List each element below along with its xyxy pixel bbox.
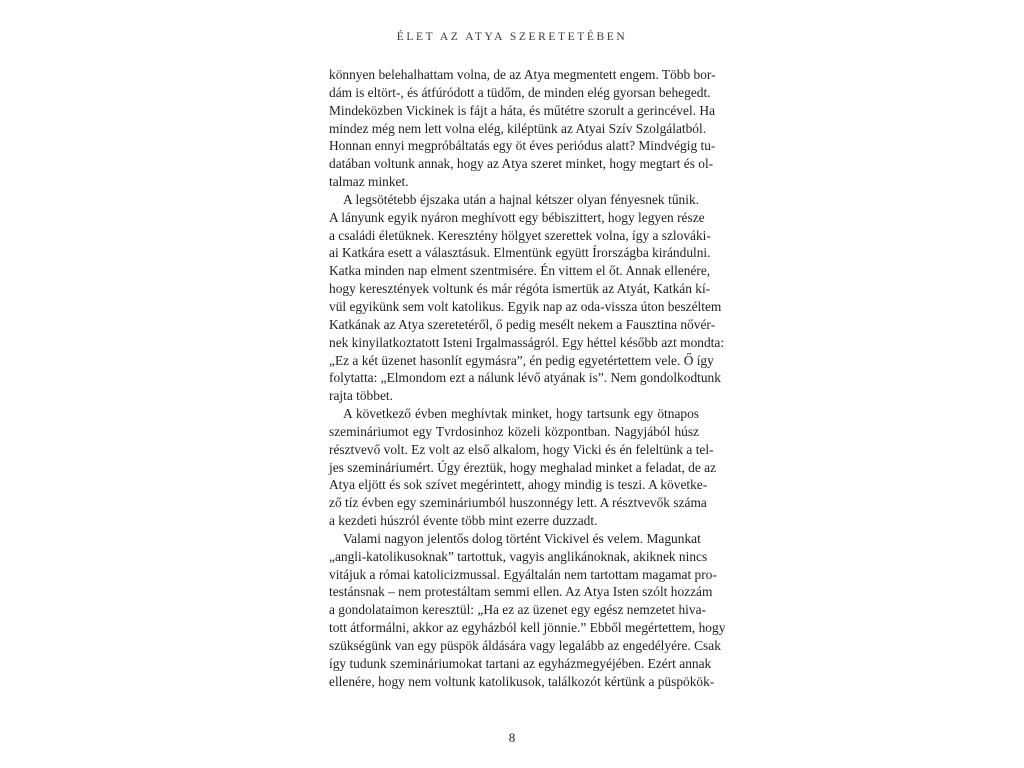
text-line: könnyen belehalhattam volna, de az Atya megmentett engem. Több bor-	[329, 67, 716, 82]
text-line: Katkának az Atya szeretetéről, ő pedig mesélt nekem a Fausztina nővér-	[329, 316, 716, 332]
page-number: 8	[508, 730, 516, 745]
text-line: „angli-katolikusoknak” tartottuk, vagyis anglikánoknak, akiknek nincs	[329, 548, 708, 564]
text-line: mindez még nem lett volna elég, kiléptünk az Atyai Szív Szolgálatból.	[329, 120, 707, 136]
text-line: datában voltunk annak, hogy az Atya szeret minket, hogy megtart és ol-	[329, 156, 714, 172]
text-line: Valami nagyon jelentős dolog történt Vickivel és velem. Magunkat	[343, 530, 701, 546]
text-line: vitájuk a római katolicizmussal. Egyáltalán nem tartottam magamat pro-	[329, 566, 717, 582]
text-line: dám is eltört-, és átfúródott a tüdőm, de minden elég gyorsan behegedt.	[329, 84, 711, 100]
text-line: testánsnak – nem protestáltam semmi ellen. Az Atya Isten szólt hozzám	[329, 584, 713, 600]
text-line: „Ez a két üzenet hasonlít egymásra”, én pedig egyetértettem vele. Ő így	[329, 352, 714, 368]
text-line: ai Katkára esett a választásuk. Elmentünk együtt Írországba kirándulni.	[329, 245, 711, 261]
text-line: tott átformálni, akkor az egyházból kell jönnie.” Ebből megértettem, hogy	[329, 620, 726, 636]
text-line: ellenére, hogy nem voltunk katolikusok, találkozót kértünk a püspökök-	[329, 673, 715, 689]
text-line: a gondolataimon keresztül: „Ha ez az üzenet egy egész nemzetet hiva-	[329, 602, 706, 618]
text-line: A lányunk egyik nyáron meghívott egy bébiszittert, hogy legyen része	[329, 209, 705, 225]
text-line: Katka minden nap elment szentmisére. Én vittem el őt. Annak ellenére,	[329, 263, 711, 279]
text-line: rajta többet.	[329, 388, 393, 404]
text-line: a kezdeti húszról évente több mint ezerre duzzadt.	[329, 513, 598, 529]
text-line: szükségünk van egy püspök áldására vagy legalább az engedélyére. Csak	[329, 638, 721, 653]
text-line: így tudunk szemináriumokat tartani az egyházmegyéjében. Ezért annak	[329, 655, 712, 671]
text-line: A legsötétebb éjszaka után a hajnal kétszer olyan fényesnek tűnik.	[343, 191, 699, 207]
text-line: résztvevő volt. Ez volt az első alkalom, hogy Vicki és én feleltünk a tel-	[329, 441, 714, 457]
text-line: nek kinyilatkoztatott Isteni Irgalmasságról. Egy héttel később azt mondta:	[329, 334, 725, 350]
text-line: Atya eljött és sok szívet megérintett, ahogy mindig is teszi. A követke-	[329, 477, 708, 493]
text-line: ző tíz évben egy szemináriumból huszonnégy lett. A résztvevők száma	[329, 495, 707, 511]
text-line: Honnan ennyi megpróbáltatás egy öt éves periódus alatt? Mindvégig tu-	[329, 138, 716, 154]
text-line: A következő évben meghívtak minket, hogy tartsunk egy ötnapos	[343, 406, 699, 422]
text-line: Mindeközben Vickinek is fájt a háta, és műtétre szorult a gerincével. Ha	[329, 102, 716, 118]
text-line: folytatta: „Elmondom ezt a nálunk lévő atyának is”. Nem gondolkodtunk	[329, 370, 721, 386]
text-line: szemináriumot egy Tvrdosinhoz közeli központban. Nagyjából húsz	[329, 423, 699, 439]
text-line: hogy keresztények voltunk és már régóta ismertük az Atyát, Katkán kí-	[329, 281, 711, 297]
text-line: talmaz minket.	[329, 174, 409, 190]
text-line: vül egyikünk sem volt katolikus. Egyik nap az oda-vissza úton beszéltem	[329, 298, 722, 314]
text-line: jes szemináriumért. Úgy éreztük, hogy meghalad minket a feladat, de az	[329, 459, 717, 475]
running-header: ÉLET AZ ATYA SZERETETÉBEN	[396, 31, 628, 43]
text-line: a családi életüknek. Keresztény hölgyet szerettek volna, így a szlováki-	[329, 227, 711, 243]
body-text	[329, 66, 726, 691]
